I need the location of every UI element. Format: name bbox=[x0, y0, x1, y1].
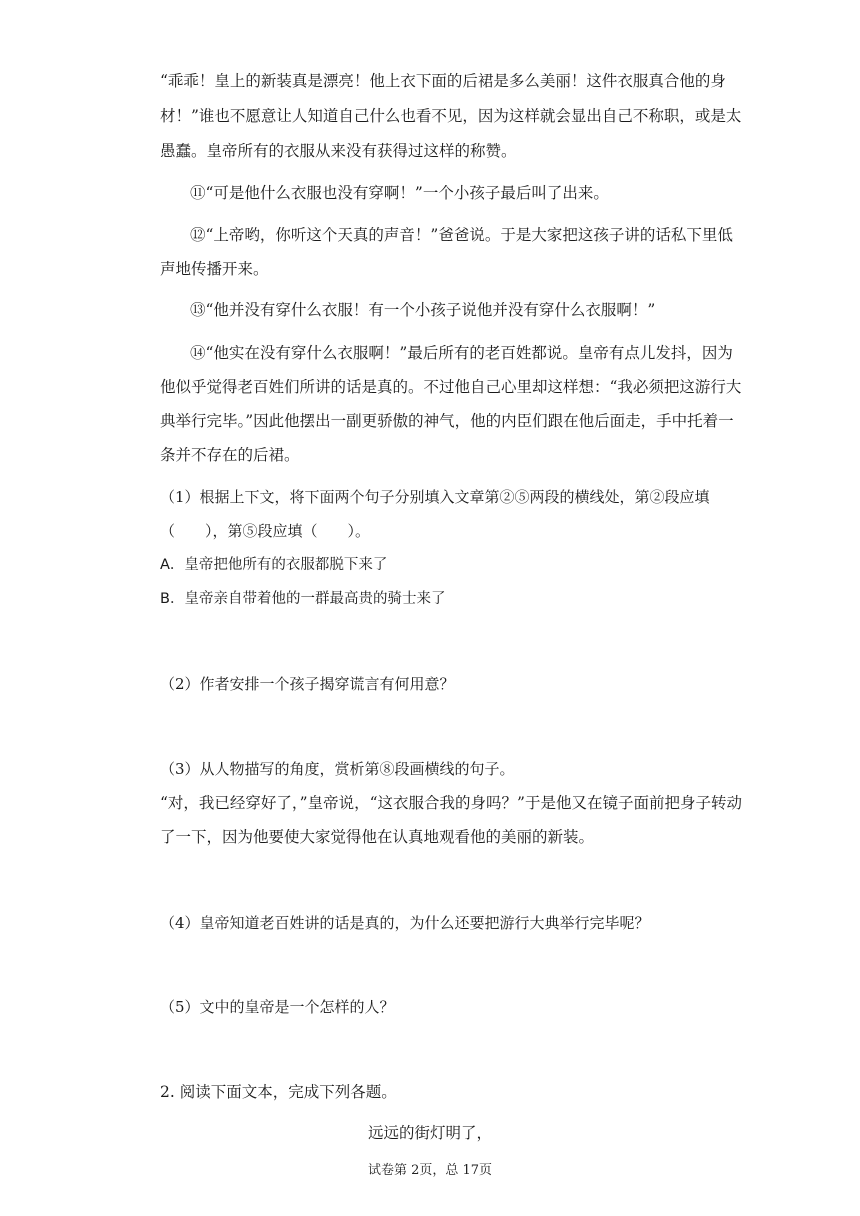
passage-line: 条并不存在的后裙。 bbox=[160, 446, 300, 464]
passage-line: 他似乎觉得老百姓们所讲的话是真的。不过他自己心里却这样想：“我必须把这游行大 bbox=[160, 378, 742, 396]
option-b: B．皇帝亲自带着他的一群最高贵的骑士来了 bbox=[160, 591, 446, 607]
paragraph-12: ⑫“上帝哟，你听这个天真的声音！”爸爸说。于是大家把这孩子讲的话私下里低 bbox=[190, 226, 733, 244]
poem-line: 远远的街灯明了， bbox=[367, 1124, 492, 1142]
question-4: （4）皇帝知道老百姓讲的话是真的，为什么还要把游行大典举行完毕呢？ bbox=[160, 914, 650, 932]
passage-line: 材！”谁也不愿意让人知道自己什么也看不见，因为这样就会显出自己不称职，或是太 bbox=[160, 107, 742, 125]
question-5: （5）文中的皇帝是一个怎样的人？ bbox=[160, 998, 395, 1016]
passage-line: 愚蠢。皇帝所有的衣服从来没有获得过这样的称赞。 bbox=[160, 142, 517, 160]
question-1-blanks: （ ），第⑤段应填（ ）。 bbox=[160, 522, 371, 540]
section-2-heading: 2. 阅读下面文本，完成下列各题。 bbox=[160, 1083, 397, 1101]
question-3-quote: “对，我已经穿好了，”皇帝说，“这衣服合我的身吗？”于是他又在镜子面前把身子转动 bbox=[160, 794, 742, 812]
option-a: A．皇帝把他所有的衣服都脱下来了 bbox=[160, 557, 388, 573]
question-3: （3）从人物描写的角度，赏析第⑧段画横线的句子。 bbox=[160, 760, 515, 778]
page-footer: 试卷第 2页，总 17页 bbox=[367, 1163, 493, 1178]
question-1: （1）根据上下文，将下面两个句子分别填入文章第②⑤两段的横线处，第②段应填 bbox=[160, 488, 710, 506]
question-2: （2）作者安排一个孩子揭穿谎言有何用意？ bbox=[160, 675, 455, 693]
paragraph-13: ⑬“他并没有穿什么衣服！有一个小孩子说他并没有穿什么衣服啊！” bbox=[190, 301, 656, 319]
passage-line: 典举行完毕。”因此他摆出一副更骄傲的神气，他的内臣们跟在他后面走，手中托着一 bbox=[160, 412, 734, 430]
passage-line: “乖乖！皇上的新装真是漂亮！他上衣下面的后裙是多么美丽！这件衣服真合他的身 bbox=[160, 72, 726, 90]
passage-line: 声地传播开来。 bbox=[160, 260, 269, 278]
question-3-quote: 了一下，因为他要使大家觉得他在认真地观看他的美丽的新装。 bbox=[160, 828, 595, 846]
paragraph-11: ⑪“可是他什么衣服也没有穿啊！”一个小孩子最后叫了出来。 bbox=[190, 184, 609, 202]
paragraph-14: ⑭“他实在没有穿什么衣服啊！”最后所有的老百姓都说。皇帝有点儿发抖，因为 bbox=[190, 344, 733, 362]
